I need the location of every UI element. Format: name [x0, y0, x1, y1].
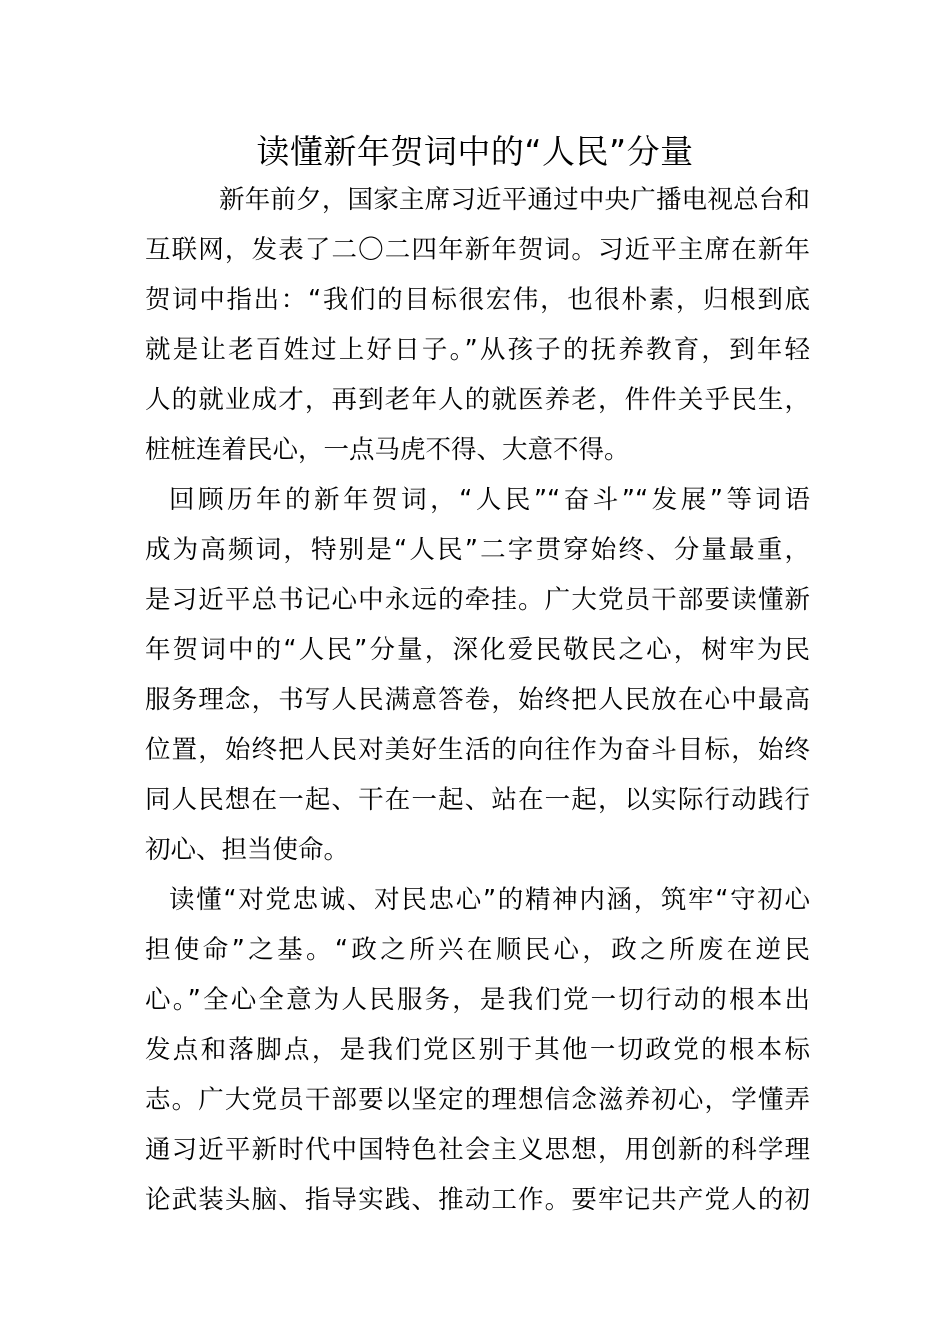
- paragraph-3-line-5: 志。广大党员干部要以坚定的理想信念滋养初心，学懂弄: [145, 1085, 810, 1115]
- paragraph-3-line-2: 担使命”之基。“政之所兴在顺民心，政之所废在逆民: [145, 935, 810, 965]
- paragraph-1-line-3: 贺词中指出：“我们的目标很宏伟，也很朴素，归根到底: [145, 285, 810, 315]
- paragraph-2-line-4: 年贺词中的“人民”分量，深化爱民敬民之心，树牢为民: [145, 635, 810, 665]
- paragraph-1-line-2: 互联网，发表了二〇二四年新年贺词。习近平主席在新年: [145, 235, 810, 265]
- paragraph-2-line-2: 成为高频词，特别是“人民”二字贯穿始终、分量最重，: [145, 535, 810, 565]
- paragraph-1-line-1: 新年前夕，国家主席习近平通过中央广播电视总台和: [219, 185, 810, 215]
- paragraph-1-line-6: 桩桩连着民心，一点马虎不得、大意不得。: [145, 435, 630, 465]
- paragraph-2-line-6: 位置，始终把人民对美好生活的向往作为奋斗目标，始终: [145, 735, 810, 765]
- paragraph-2-line-1: 回顾历年的新年贺词，“人民”“奋斗”“发展”等词语: [169, 485, 810, 515]
- paragraph-3-line-4: 发点和落脚点，是我们党区别于其他一切政党的根本标: [145, 1035, 810, 1065]
- paragraph-2-line-5: 服务理念，书写人民满意答卷，始终把人民放在心中最高: [145, 685, 810, 715]
- paragraph-1-line-5: 人的就业成才，再到老年人的就医养老，件件关乎民生，: [145, 385, 810, 415]
- paragraph-3-line-7: 论武装头脑、指导实践、推动工作。要牢记共产党人的初: [145, 1185, 810, 1215]
- paragraph-2-line-8: 初心、担当使命。: [145, 835, 350, 865]
- paragraph-3-line-1: 读懂“对党忠诚、对民忠心”的精神内涵，筑牢“守初心: [169, 885, 810, 915]
- document-title: 读懂新年贺词中的“人民”分量: [256, 132, 694, 171]
- paragraph-3-line-6: 通习近平新时代中国特色社会主义思想，用创新的科学理: [145, 1135, 810, 1165]
- paragraph-2-line-3: 是习近平总书记心中永远的牵挂。广大党员干部要读懂新: [145, 585, 810, 615]
- paragraph-1-line-4: 就是让老百姓过上好日子。”从孩子的抚养教育，到年轻: [145, 335, 810, 365]
- paragraph-3-line-3: 心。”全心全意为人民服务，是我们党一切行动的根本出: [145, 985, 810, 1015]
- paragraph-2-line-7: 同人民想在一起、干在一起、站在一起，以实际行动践行: [145, 785, 810, 815]
